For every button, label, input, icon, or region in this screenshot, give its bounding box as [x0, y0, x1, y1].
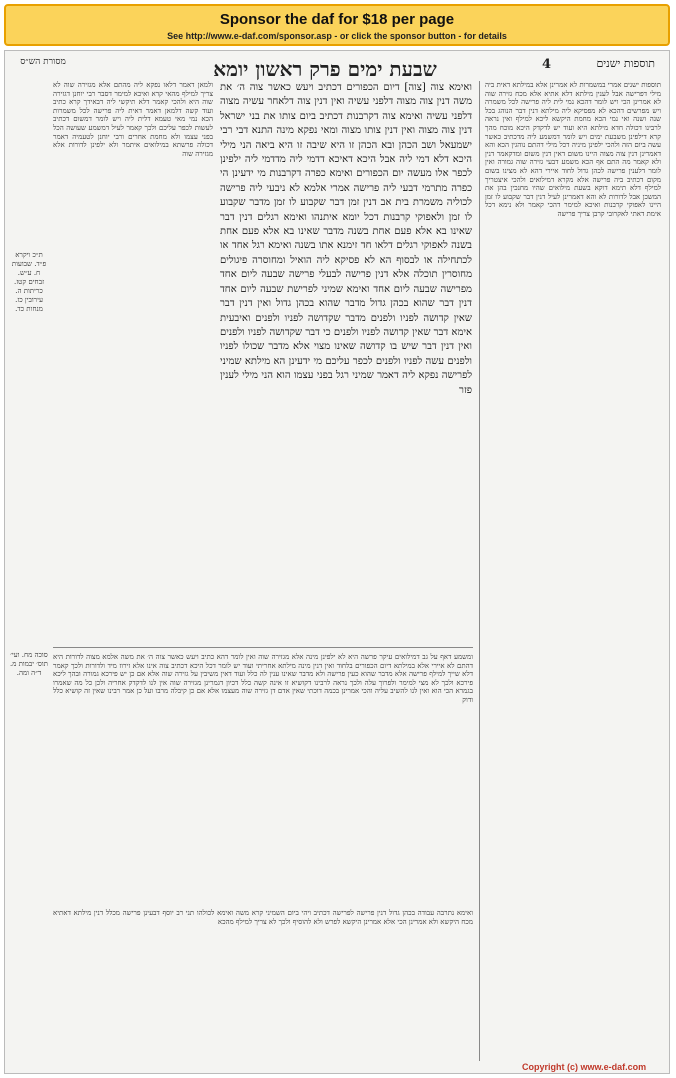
sponsor-subtitle[interactable]: See http://www.e-daf.com/sponsor.asp - or click the sponsor button - for details — [167, 31, 507, 41]
section-divider — [53, 647, 473, 648]
talmud-page — [4, 50, 670, 1074]
page-title: שבעת ימים פרק ראשון יומא — [213, 57, 437, 81]
copyright-link[interactable]: Copyright (c) www.e-daf.com — [522, 1062, 647, 1072]
left-margin-header: מסורת הש״ס — [20, 57, 66, 67]
column-divider — [479, 81, 480, 1061]
commentary-left-upper: ולמאן דאמר דלאו נפקא ליה מהתם אלא מגזירה שוה לא צריך למילף מהאי קרא ואיכא למימר דסבר רבי יוחנן דגזירה שוה היא ולהכי קאמר דלא תיקשי ליה דבאידך קרא כתיב ועוד קשה דלמאן דאמר דאית ליה פרישה לכל משמרות הכא נמי מאי טעמא דלית ליה ויש לומר דמשום דכתיב לעשות לכפר עליכם ולכך קאמר לעיל דמשמע שעושה הכל בפני עצמו ולא מחמת אחרים ורבי יוחנן לטעמיה דאמר דכולה פרשתא במילואים איתמר ולא ילפינן לדורות אלא מגזירה שוה — [53, 81, 213, 158]
margin-notes: ת״כ ויקרא פ״ד. שבועות ח. ע״ש. זבחים קטז. כריתות ה. עירובין כז. מנחות כד. — [11, 251, 47, 313]
commentary-bottom: ומשמע דאף על גב דמילואים עיקר פרשה היא לא ילפינן מינה אלא מגזירה שוה ואין לומר דהא כתיב ויעש כאשר צוה ה׳ את משה אלמא מצוה לדורות היא דהתם לא איירי אלא במילתא דיום הכפורים בלחוד ואין דנין מינה מילתא אחריתי ועוד יש לומר דכל היכא דכתיב צוה אינו אלא זירוז מיד ולדורות ולכך קאמר דלא שייך למילף פרישה אלא מדבר שהוא כעין פרישה ולא מדבר שאינו ענין לה כלל ועוד דאין משיבין על גזירה שוה אלא אם כן יש פירכא גמורה ובהך ליכא פירכא ולכך לא מצי למימר ולפרוך עלה ולכך נראה לרבינו דקושיא זו אינה קשה כלל דכיון דגמרינן מגזירה שוה אין לנו לדקדק אחריה ולכן כל מה שאמרו בגמרא הכי הוא ואין לנו להשיב עליה והכי אמרינן בכמה דוכתי שאין אדם דן גזירה שוה מעצמו אלא אם כן קיבלה מרבו ועל כן אמר רבינו שאין זה קושיא כלל ודוק — [53, 653, 473, 704]
margin-notes-lower: סוכה מח. ועי׳ תוס׳ יבמות מ. ד״ה ומה. — [10, 651, 48, 677]
sponsor-title[interactable]: Sponsor the daf for $18 per page — [219, 11, 455, 28]
sponsor-banner[interactable] — [4, 4, 670, 46]
tosafot-yeshanim-column: תוספות ישנים אמרי במשמרות לא אמרינן אלא במילתא דאית ביה מילי דפרישה אבל לענין מילתא דלא אתיא אלא מכח גזירה שוה לא אמרינן הכי ויש לומר דהכא נמי לית ליה פרישה לכל משמרה ויש מפרשים דהכא לא מפסיקא ליה מילתא דנין דבר הנוהג בכל שנה ושנה ואי נמי הכא מחמת היקשא ליכא למילף ואין נראה לרבינו דכולה חדא מילתא היא ועוד יש לדקדק היכא מוכח מהך קרא דילפינן משבעת ימים ויש לומר דמשמע ליה מדכתיב כאשר עשה ביום הזה ולהכי ילפינן מיניה דכל מילי דהתם נוהגין הכא והא דאמרינן דנין צוה מצוה היינו משום דאין דנין משום ומדקאמר דנין ולא קאמר מה התם אף הכא משמע דבעי גזירה שוה גמורה ואין לומר דלענין פרישה לכהן גדול לחוד איירי דהא לא מצינו בשום מקום דכתיב ביה פרישה אלא מקרא דמילואים ולהכי איצטריך למילף דלא תימא דוקא בשעת מילואים שהיו מחנכין בהן את המשכן אבל לדורות לא והא דאמרינן לעיל דנין דבר שקבוע לו זמן היינו לאפוקי קרבנות ואיכא למימר דהכי קאמר ולא נימא דכל אימת דאתי לאקרובי קרבן צריך פרישה — [485, 81, 661, 218]
page-number: 4 — [542, 57, 552, 72]
gemara-main-text: ואימא צוה [צוה] דיום הכפורים דכתיב ויעש כאשר צוה ה׳ את משה דנין צוה מצוה דלפני עשיה ואין דנין צוה דלאחר עשיה מצוה דלפני עשיה ואימא צוה דקרבנות דכתיב ביום צותו את בני ישראל דנין צוה מצוה ואין דנין צותו מצוה ומאי נפקא מינה התנא דבי רבי ישמעאל ושב הכהן ובא הכהן זו היא שיבה זו היא ביאה הני מילי היכא דלא דמי ליה אבל היכא דאיכא דדמי ליה מדדמי ליה ילפינן לכפר אלו מעשה יום הכפורים ואימא כפרה דקרבנות מי ידעינן הי כפרה מתרמי דבעי ליה פרישה אמרי אלמא לא ניבעי ליה פרישה לכוליה משמרת בית אב דנין זמן דבר שקבוע לו זמן מדבר שקבוע לו זמן ולאפוקי קרבנות דכל יומא איתנהו ואימא רגלים דנין דבר שאינו בא אלא פעם אחת בשנה מדבר שאינו בא אלא פעם אחת בשנה לאפוקי רגלים דלאו חד זימנא אתו בשנה ואימא רגל אחד או לכתחילה או לבסוף הא לא פסיקא ליה הואיל ומחוסרה פיגולים מחוסרין תוכלה אלא דנין פרישה לבעלי פרישה שבעה ליום אחד מפרישה שבעה ליום אחד ואימא שמיני לפרישת שבעה ליום אחד דנין דבר שהוא בכהן גדול מדבר שהוא בכהן גדול ואין דנין דבר שאין קדושה לפניו ולפנים מדבר שקדושה לפניו ולפנים ואיבעית אימא דבר שאין קדושה לפניו ולפנים כי דבר שקדושה לפניו ולפנים ואין דנין דבר שיש בו קדושה שאינו מצוי אלא מדבר שכולו לפניו ולפנים עשה לפניו ולפנים לכפר עליכם מי ידעינן הא מילתא שמיני לפרישה נפקא ליה דאמר שמיני רגל בפני עצמו הוא הני מילי לענין פזר — [220, 82, 472, 396]
right-column-header: תוספות ישנים — [596, 57, 655, 70]
commentary-bottom-secondary: ואימא נתרבה עבודה בכהן גדול דנין פרישה לפרישה דכתיב ויהי ביום השמיני קרא משה ואימא לכולהו תני רב יוסף דבעינן פרישה מכלל דנין מילתא דאתיא מכח היקשא ולא אמרינן הכי אלא אמרינן היקשא לפרש ולא להוסיף ולכך לא צריך למילף מהכא — [53, 909, 473, 926]
